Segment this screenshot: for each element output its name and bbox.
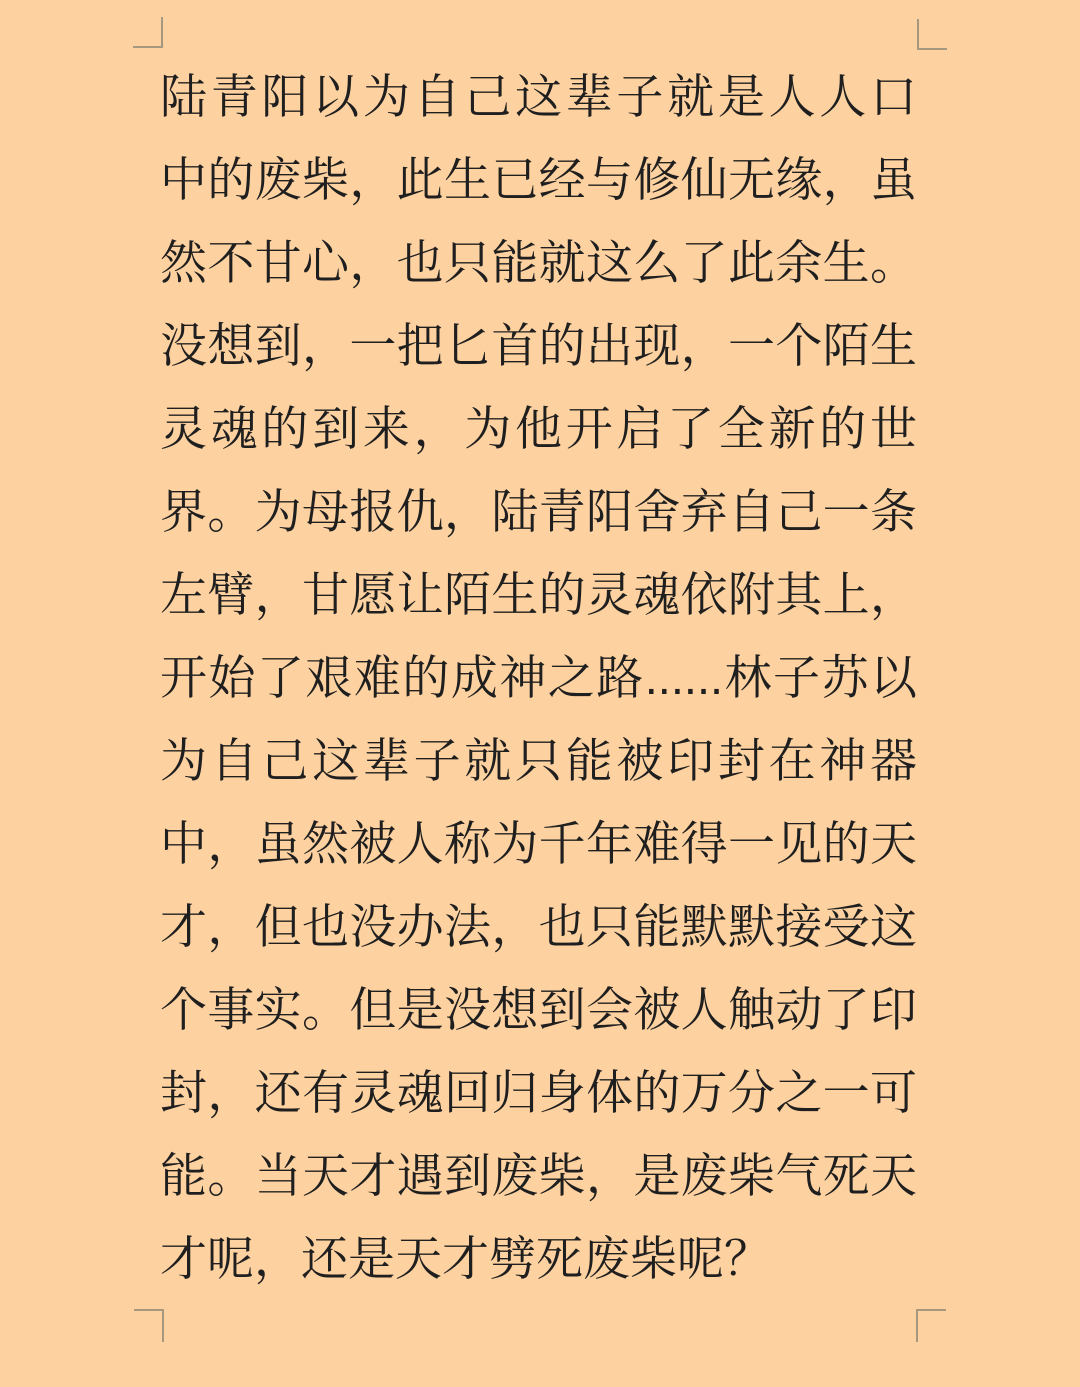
crop-mark-bottom-left: [134, 1309, 164, 1342]
text-line: 左臂，甘愿让陌生的灵魂依附其上，: [160, 568, 917, 621]
text-line: 灵魂的到来，为他开启了全新的世: [160, 402, 917, 455]
text-line: 能。当天才遇到废柴，是废柴气死天: [160, 1149, 917, 1202]
text-line: 才呢，还是天才劈死废柴呢？: [160, 1232, 771, 1285]
text-line: 界。为母报仇，陆青阳舍弃自己一条: [160, 485, 917, 538]
text-line: 封，还有灵魂回归身体的万分之一可: [160, 1066, 917, 1119]
crop-mark-top-left: [133, 17, 163, 48]
text-line: 才，但也没办法，也只能默默接受这: [160, 900, 917, 953]
text-line: 中，虽然被人称为千年难得一见的天: [160, 817, 917, 870]
crop-mark-bottom-right: [916, 1309, 946, 1342]
crop-mark-top-right: [917, 19, 947, 50]
text-line: 个事实。但是没想到会被人触动了印: [160, 983, 917, 1036]
text-line: 中的废柴，此生已经与修仙无缘，虽: [160, 153, 917, 206]
text-line: 为自己这辈子就只能被印封在神器: [160, 734, 917, 787]
text-line: 然不甘心，也只能就这么了此余生。: [160, 236, 917, 289]
text-line: 陆青阳以为自己这辈子就是人人口: [160, 70, 917, 123]
text-line: 开始了艰难的成神之路......林子苏以: [160, 651, 917, 704]
body-text: [160, 55, 917, 1300]
text-line: 没想到，一把匕首的出现，一个陌生: [160, 319, 917, 372]
